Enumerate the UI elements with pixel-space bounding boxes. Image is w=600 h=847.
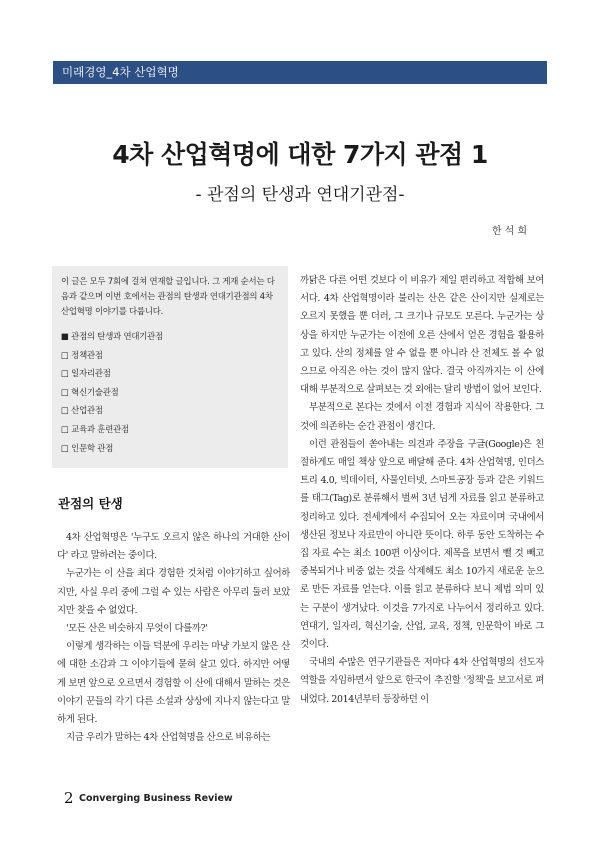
series-intro: 이 글은 모두 7회에 걸쳐 연재할 글입니다. 그 게재 순서는 다음과 같으며 이번 호에서는 관점의 탄생과 연대기관점의 4차 산업혁명 이야기를 다룹니다. bbox=[61, 276, 275, 316]
toc-item: □ 산업관점 bbox=[61, 405, 103, 416]
paragraph: 까닭은 다른 어떤 것보다 이 비유가 제일 편리하고 적합해 보여서다. 4차 산업혁명이라 불리는 산은 같은 산이지만 실제로는 오르지 못했을 뿐 더러, 그 크기나 규모도 모른다. 누군가는 상상을 하지만 누군가는 이전에 오른 산에서 얻은 경험을 활용하고 있다. 산의 정체를 알 수 없을 뿐 아니라 산 전체도 볼 수 없으므로 아직은 아는 것이 많지 않다. 결국 아직까지는 이 산에 대해 부분적으로 살펴보는 것 외에는 달리 방법이 없어 보인다. bbox=[300, 275, 544, 396]
paragraph: 이렇게 생각하는 이들 덕분에 우리는 마냥 가보지 않은 산에 대한 소감과 그 이야기들에 묻혀 살고 있다. 하지만 어떻게 보면 앞으로 오르면서 경험할 이 산에 대해서 말하는 것은 이야기 꾼들의 각기 다른 소설과 상상에 지나지 않는다고 말하게 된다. bbox=[57, 641, 290, 726]
paragraph: 4차 산업혁명은 '누구도 오르지 않은 하나의 거대한 산이다' 라고 말하려는 중이다. bbox=[57, 532, 290, 562]
paragraph: 국내의 수많은 연구기관들은 저마다 4차 산업혁명의 선도자 역할을 자임하면서 앞으로 한국이 추진할 '정책'을 보고서로 펴내었다. 2014년부터 등장하던 이 bbox=[300, 657, 544, 705]
body-column-left bbox=[57, 529, 290, 747]
toc-item: □ 인문학 관점 bbox=[61, 442, 114, 453]
toc-item: □ 정책관점 bbox=[61, 349, 103, 360]
body-column-right bbox=[300, 272, 544, 709]
paragraph: 누군가는 이 산을 최다 경험한 것처럼 이야기하고 싶어하지만, 사실 우리 중에 그럴 수 있는 사람은 아무리 둘러 보았지만 찾을 수 없었다. bbox=[57, 568, 290, 616]
section-tab: 미래경영_4차 산업혁명 bbox=[53, 61, 547, 84]
article-title: 4차 산업혁명에 대한 7가지 관점 1 bbox=[112, 140, 488, 169]
author-name: 한석희 bbox=[492, 226, 530, 237]
paragraph: '모든 산은 비슷하지 무엇이 다를까?' bbox=[66, 623, 208, 635]
series-info-box bbox=[52, 266, 288, 468]
toc-item: ■ 관점의 탄생과 연대기관점 bbox=[61, 331, 163, 341]
article-subtitle: - 관점의 탄생과 연대기관점- bbox=[195, 185, 405, 205]
paragraph: 부분적으로 본다는 것에서 이전 경험과 지식이 작용한다. 그것에 의존하는 순간 관점이 생긴다. bbox=[300, 402, 544, 432]
paragraph: 지금 우리가 말하는 4차 산업혁명을 산으로 비유하는 bbox=[66, 732, 271, 744]
series-toc bbox=[61, 327, 279, 457]
page-number: 2 bbox=[64, 789, 74, 807]
toc-item: □ 일자리관점 bbox=[61, 368, 111, 379]
section-heading: 관점의 탄생 bbox=[58, 496, 123, 511]
toc-item: □ 교육과 훈련관점 bbox=[61, 423, 129, 434]
paragraph: 이런 관점들이 쏟아내는 의견과 주장을 구글(Google)은 친절하게도 매일 책상 앞으로 배달해 준다. 4차 산업혁명, 인더스트리 4.0, 빅데이터, 사물인터넷, 스마트공장 등과 같은 키워드를 태그(Tag)로 분류해서 벌써 3년 넘게 자료를 읽고 분류하고 정리하고 있다. 전세계에서 수집되어 오는 자료이며 국내에서 생산된 정보나 자료만이 아니란 뜻이다. 하루 동안 도착하는 수집 자료 수는 최소 100편 이상이다. 제목을 보면서 뺄 것 빼고 중복되거나 비중 없는 것을 삭제해도 최소 10가지 새로운 눈으로 만든 자료를 얻는다. 이를 읽고 분류하다 보니 제법 의미 있는 구분이 생겨났다. 이것을 7가지로 나누어서 정리하고 있다. 연대기, 일자리, 혁신기술, 산업, 교육, 정책, 인문학이 바로 그것이다. bbox=[300, 438, 544, 651]
publication-name: Converging Business Review bbox=[79, 793, 233, 804]
toc-item: □ 혁신기술관점 bbox=[61, 386, 119, 397]
